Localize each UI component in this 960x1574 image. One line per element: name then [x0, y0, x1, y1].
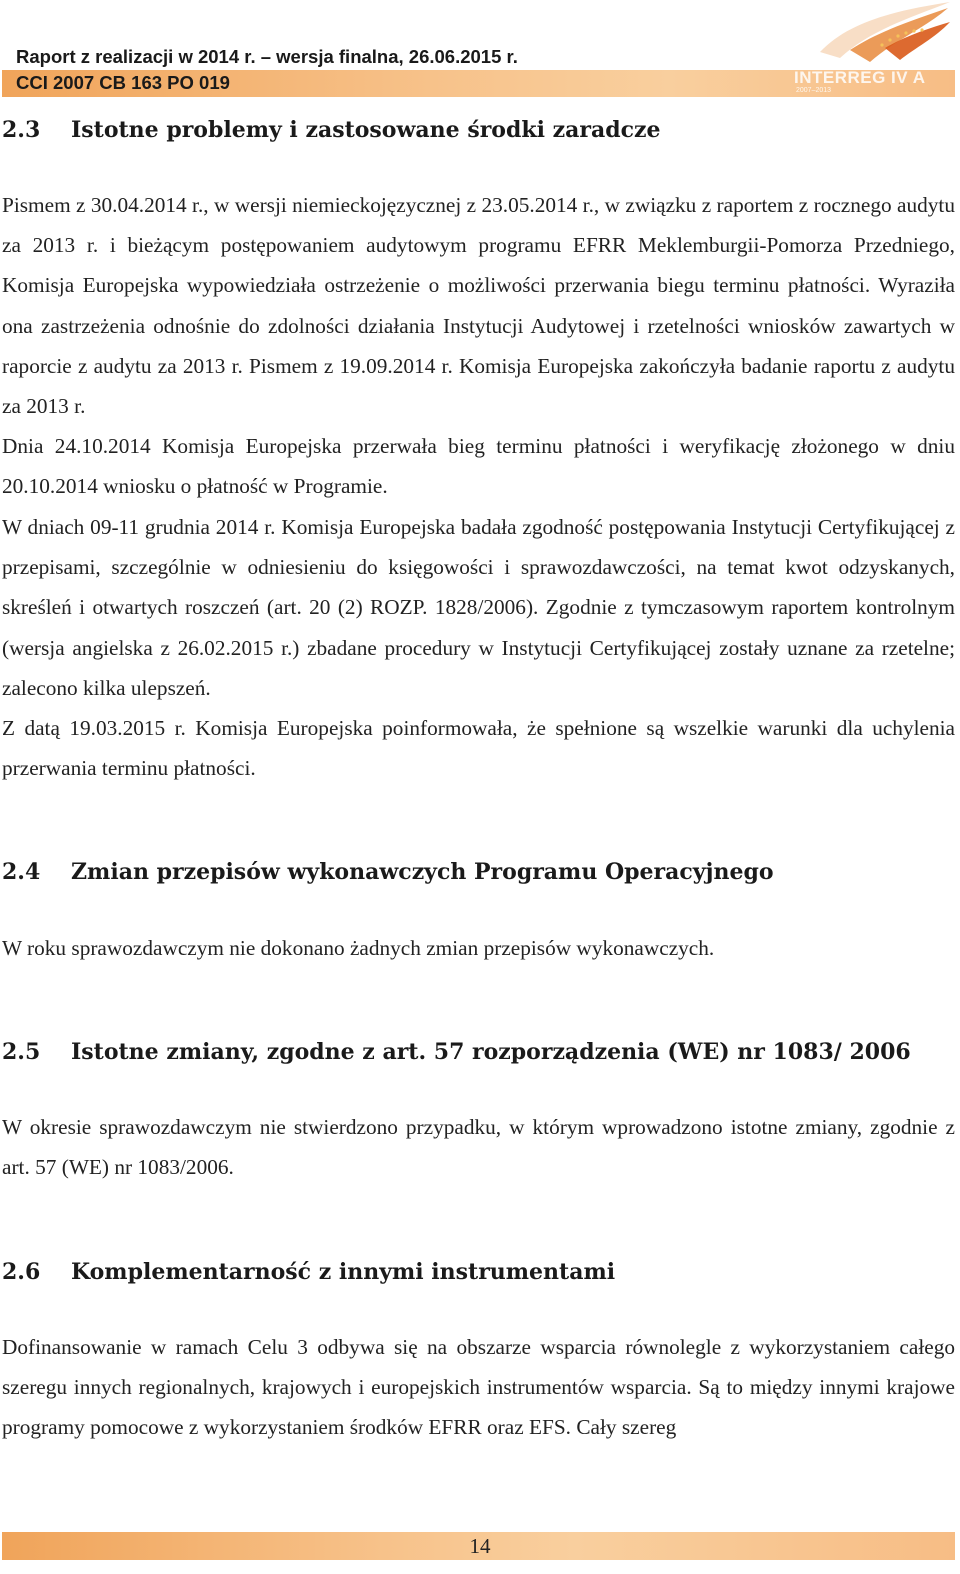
section-heading — [2, 1259, 615, 1285]
paragraph: W dniach 09-11 grudnia 2014 r. Komisja Europejska badała zgodność postępowania Instytucji Certyfikującej z przepisami, szczególnie w odniesieniu do księgowości i sprawozdawczości, na temat kwot odzyskanych, skreśleń i otwartych roszczeń (art. 20 (2) ROZP. 1828/2006). Zgodnie z tymczasowym raportem kontrolnym (wersja angielska z 26.02.2015 r.) zbadane procedury w Instytucji Certyfikującej zostały uznane za rzetelne; zalecono kilka ulepszeń. — [2, 515, 955, 700]
report-title: Raport z realizacji w 2014 r. – wersja finalna, 26.06.2015 r. — [16, 46, 518, 67]
section-title: Istotne problemy i zastosowane środki zaradcze — [71, 117, 661, 143]
page-header — [0, 0, 960, 100]
paragraph: W roku sprawozdawczym nie dokonano żadnych zmian przepisów wykonawczych. — [2, 936, 715, 960]
logo-years: 2007–2013 — [796, 87, 832, 94]
paragraph: Dofinansowanie w ramach Celu 3 odbywa się na obszarze wsparcia równolegle z wykorzystaniem całego szeregu innych regionalnych, krajowych i europejskich instrumentów wsparcia. Są to między innymi krajowe programy pomocowe z wykorzystaniem środków EFRR oraz EFS. Cały szereg — [2, 1335, 955, 1440]
section-title: Komplementarność z innymi instrumentami — [71, 1259, 616, 1285]
section-title: Istotne zmiany, zgodne z art. 57 rozporządzenia (WE) nr 1083/ 2006 — [71, 1039, 911, 1065]
page-number: 14 — [469, 1534, 491, 1558]
paragraph: Dnia 24.10.2014 Komisja Europejska przerwała bieg terminu płatności i weryfikację złożonego w dniu 20.10.2014 wniosku o płatność w Programie. — [2, 434, 955, 499]
section-heading — [2, 1039, 911, 1065]
logo-text: INTERREG IV A — [794, 68, 926, 87]
cci-code: CCI 2007 CB 163 PO 019 — [16, 72, 230, 93]
section-number: 2.3 — [2, 117, 41, 143]
paragraph: Pismem z 30.04.2014 r., w wersji niemieckojęzycznej z 23.05.2014 r., w związku z raportem z rocznego audytu za 2013 r. i bieżącym postępowaniem audytowym programu EFRR Meklemburgii-Pomorza Przedniego, Komisja Europejska wypowiedziała ostrzeżenie o możliwości przerwania biegu terminu płatności. Wyraziła ona zastrzeżenia odnośnie do zdolności działania Instytucji Audytowej i rzetelności wniosków zawartych w raporcie z audytu za 2013 r. Pismem z 19.09.2014 r. Komisja Europejska zakończyła badanie raportu z audytu za 2013 r. — [2, 193, 955, 419]
section-number: 2.5 — [2, 1039, 41, 1065]
section-title: Zmian przepisów wykonawczych Programu Operacyjnego — [71, 859, 774, 885]
section-number: 2.6 — [2, 1259, 41, 1285]
paragraph: Z datą 19.03.2015 r. Komisja Europejska poinformowała, że spełnione są wszelkie warunki dla uchylenia przerwania terminu płatności. — [2, 716, 955, 781]
section-number: 2.4 — [2, 859, 41, 885]
section-heading — [2, 859, 774, 885]
paragraph: W okresie sprawozdawczym nie stwierdzono przypadku, w którym wprowadzono istotne zmiany, zgodnie z art. 57 (WE) nr 1083/2006. — [2, 1115, 955, 1180]
section-heading — [2, 117, 660, 143]
